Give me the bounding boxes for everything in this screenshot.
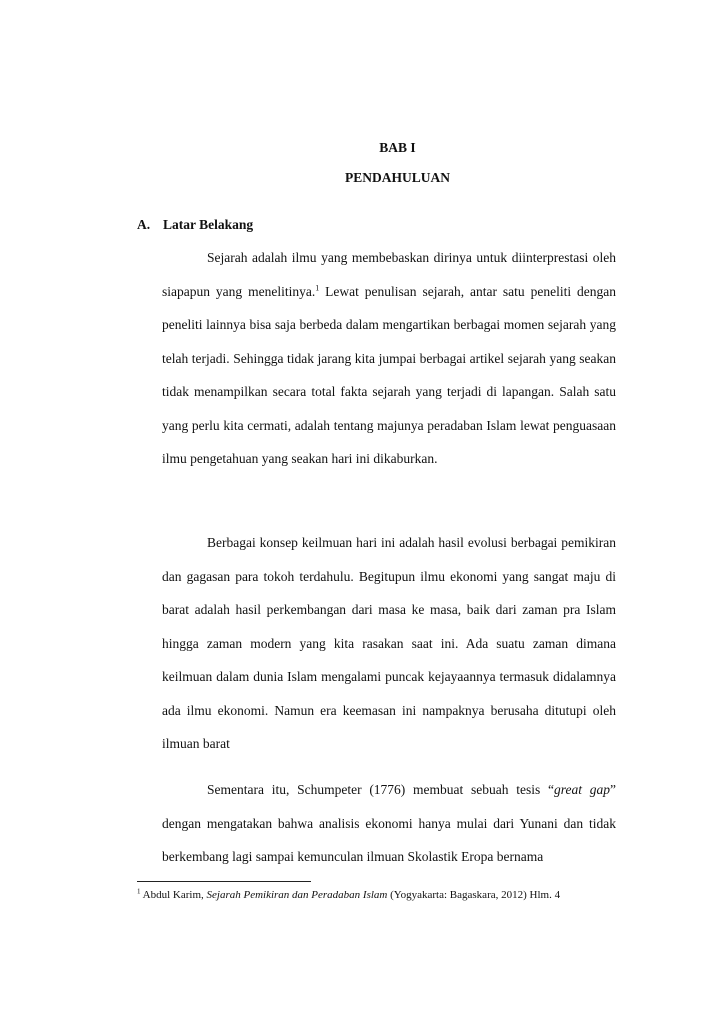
- paragraph-1-text-b: Lewat penulisan sejarah, antar satu peneliti dengan peneliti lainnya bisa saja berbeda dalam mengartikan berbagai momen sejarah yang telah terjadi. Sehingga tidak jarang kita jumpai berbagai artikel sejarah yang seakan tidak menampilkan secara total fakta sejarah yang terjadi di lapangan. Salah satu yang perlu kita cermati, adalah tentang majunya peradaban Islam lewat penguasaan ilmu pengetahuan yang seakan hari ini dikaburkan.: [162, 283, 616, 466]
- footnote-separator: [137, 881, 311, 882]
- footnote-reference: 1: [315, 283, 320, 292]
- paragraph-3-text-b: ” dengan mengatakan bahwa analisis ekonomi hanya mulai dari Yunani dan tidak berkembang lagi sampai kemunculan ilmuan Skolastik Eropa bernama: [162, 782, 616, 864]
- footnote-publication: (Yogyakarta: Bagaskara, 2012) Hlm. 4: [387, 889, 561, 901]
- footnote-book-title: Sejarah Pemikiran dan Peradaban Islam: [206, 889, 388, 901]
- paragraph-1: [162, 241, 616, 476]
- paragraph-2: Berbagai konsep keilmuan hari ini adalah hasil evolusi berbagai pemikiran dan gagasan para tokoh terdahulu. Begitupun ilmu ekonomi yang sangat maju di barat adalah hasil perkembangan dari masa ke masa, baik dari zaman pra Islam hingga zaman modern yang kita rasakan saat ini. Ada suatu zaman dimana keilmuan dalam dunia Islam mengalami puncak kejayaannya termasuk didalamnya ada ilmu ekonomi. Namun era keemasan ini nampaknya berusaha ditutupi oleh ilmuan barat: [162, 535, 616, 751]
- chapter-number: BAB I: [379, 140, 416, 155]
- paragraph-3-text-a: Sementara itu, Schumpeter (1776) membuat sebuah tesis “: [207, 782, 554, 797]
- section-letter: A.: [137, 217, 151, 232]
- footnote-number: 1: [137, 887, 141, 896]
- footnote: [137, 888, 637, 902]
- footnote-author: Abdul Karim,: [140, 889, 207, 901]
- paragraph-1-text-a: Sejarah adalah ilmu yang membebaskan dirinya untuk diinterprestasi oleh siapapun yang menelitinya.: [162, 250, 616, 299]
- section-heading: [137, 217, 253, 233]
- paragraph-3: [162, 773, 616, 874]
- paragraph-3-emphasis: great gap: [554, 782, 610, 797]
- chapter-title: PENDAHULUAN: [344, 170, 450, 185]
- section-title: Latar Belakang: [163, 217, 254, 232]
